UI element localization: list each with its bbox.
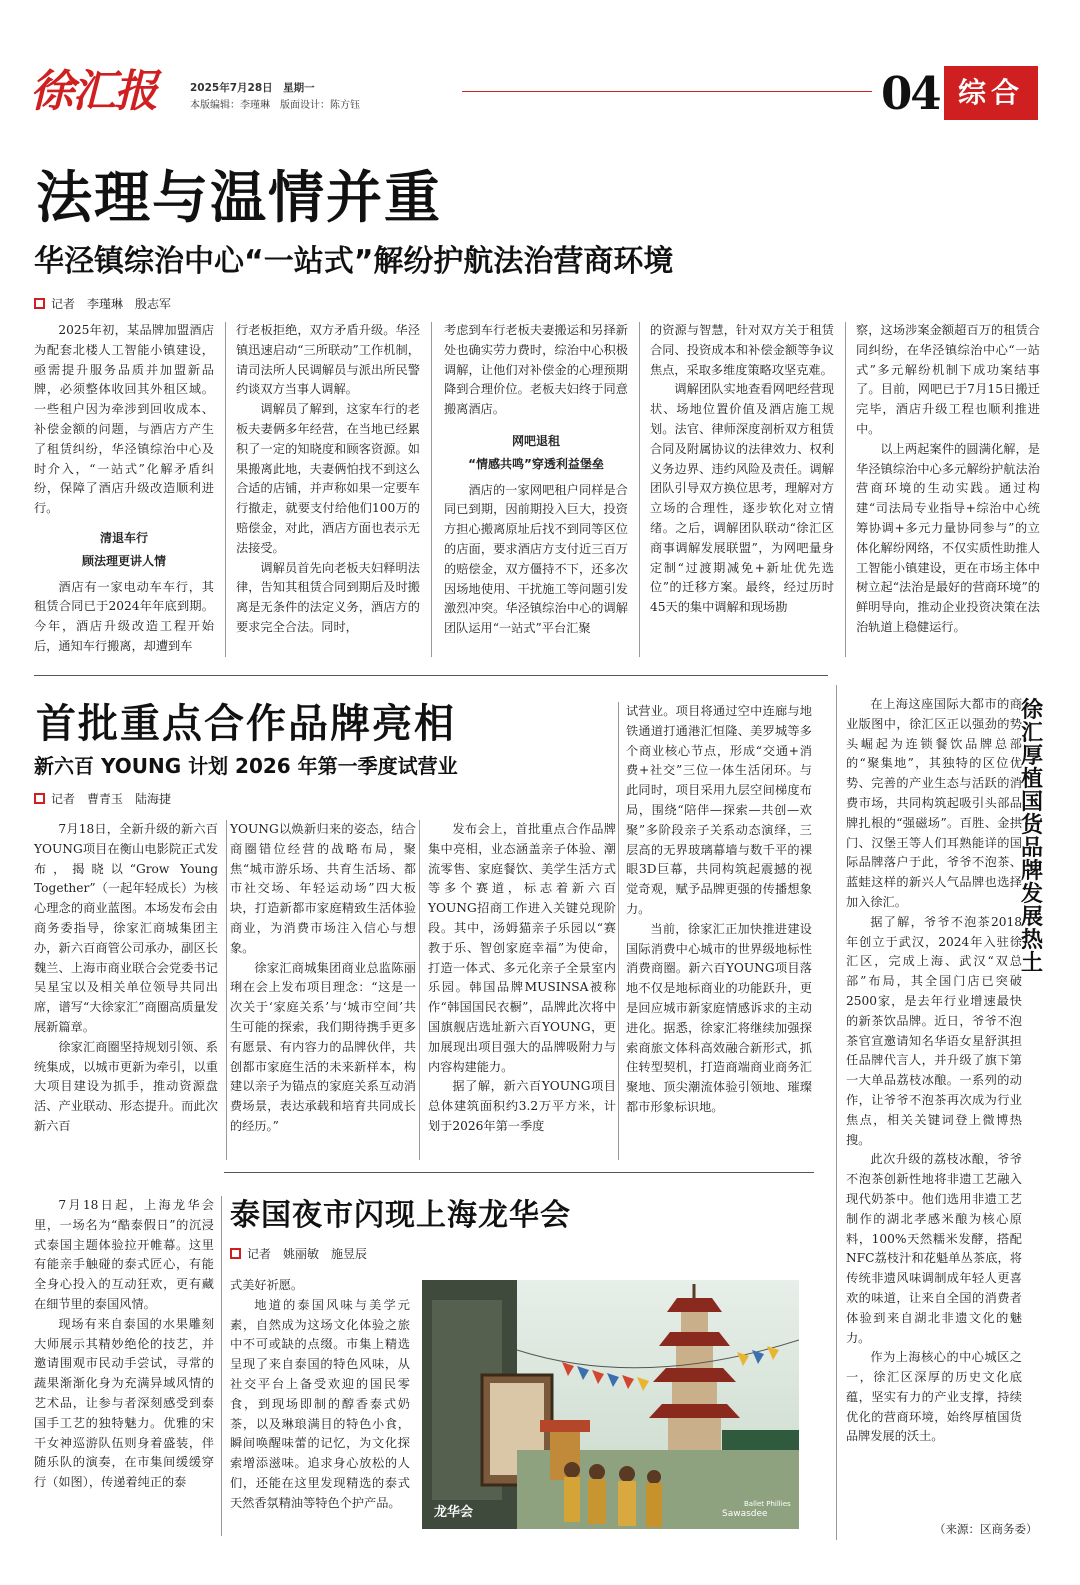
article4-headline: 泰国夜市闪现上海龙华会 (230, 1198, 571, 1233)
column-divider (221, 1196, 222, 1536)
photo-logo-left: 龙华会 (434, 1505, 474, 1520)
column-divider (226, 820, 227, 1160)
column-divider (836, 685, 837, 1540)
article2-headline: 首批重点合作品牌亮相 (36, 700, 456, 747)
byline-square-icon (34, 298, 45, 309)
article1-headline: 法理与温情并重 (36, 165, 442, 231)
article1-subheadline: 华泾镇综治中心“一站式”解纷护航法治营商环境 (34, 244, 674, 279)
column-divider (431, 322, 432, 657)
article3-column: 在上海这座国际大都市的商业版图中，徐汇区正以强劲的势头崛起为连锁餐饮品牌总部的“聚集地”，其独特的区位优势、完善的产业生态与活跃的消费市场，共同构筑起吸引头部品牌扎根的“强磁场”。百胜、金拱门、汉堡王等人们耳熟能详的国际品牌落户于此，爷爷不泡茶、蓝蛙这样的新兴人气品牌也选择加入徐汇。 据了解，爷爷不泡茶2018年创立于武汉，2024年入驻徐汇区，完成上海、武汉“双总部”布局，其全国门店已突破2500家，是去年行业增速最快的新茶饮品牌。近日，爷爷不泡茶官宣邀请知名华语女星舒淇担任品牌代言人，并升级了旗下第一大单品荔枝冰酿。一系列的动作，让爷爷不泡茶再次成为行业焦点，相关关键词登上微博热搜。 此次升级的荔枝冰酿，爷爷不泡茶创新性地将非遗工艺融入现代奶茶中。他们选用非遗工艺制作的湖北孝感米酿为核心原料，100%天然糯米发酵，搭配NFC荔枝汁和花魁单丛茶底，将传统非遗风味调制成年轻人更喜欢的味道，让来自全国的消费者体验到来自湖北非遗文化的魅力。 作为上海核心的中心城区之一，徐汇区深厚的历史文化底蕴，坚实有力的产业支撑，持续优化的营商环境，始终厚植国货品牌发展的沃土。 (846, 697, 1022, 1444)
article2-column-3: 发布会上，首批重点合作品牌集中亮相，业态涵盖亲子体验、潮流零售、家庭餐饮、美学生活方式等多个赛道，标志着新六百YOUNG招商工作进入关键兑现阶段。其中，汤姆猫亲子乐园以“赛教于乐、智创家庭幸福”为使命，打造一体式、多元化亲子全景室内乐园。韩国品牌MUSINSA被称作“韩国国民衣橱”，品牌此次将中国旗舰店选址新六百YOUNG，更加展现出项目强大的品牌吸附力与内容构建能力。 据了解，新六百YOUNG项目总体建筑面积约3.2万平方米，计划于2026年第一季度 (428, 822, 616, 1133)
section-rule (224, 1172, 814, 1173)
photo-logo-right: Ballet Phillies (744, 1500, 791, 1508)
article1-column-3: 考虑到车行老板夫妻搬运和另择新处也确实劳力费时，综治中心积极调解，让他们对补偿金的心理预期降到合理价位。老板夫妇终于同意搬离酒店。 网吧退租 “情感共鸣”穿透利益堡垒 酒店的一家网吧租户同样是合同已到期，因前期投入巨大，投资方担心搬离原址后找不到同等区位的店面，要求酒店方支付近三百万的赔偿金，双方僵持不下，还多次因场地使用、干扰施工等问题引发激烈冲突。华泾镇综治中心的调解团队运用“一站式”平台汇聚 (444, 323, 628, 636)
photo-illustration (422, 1280, 799, 1529)
article1-column-4: 的资源与智慧，针对双方关于租赁合同、投资成本和补偿金额等争议焦点，采取多维度策略攻坚克难。 调解团队实地查看网吧经营现状、场地位置价值及酒店施工规划。法官、律师深度剖析双方租赁合同及附属协议的法律效力、权利义务边界、违约风险及责任。调解团队引导双方换位思考，理解对方立场的合理性，逐步软化对立情绪。之后，调解团队联动“徐汇区商事调解发展联盟”，为网吧量身定制“过渡期减免+新址优先选位”的迁移方案。最终，经过历时45天的集中调解和现场勘 (650, 323, 834, 615)
editor-line: 本版编辑：李瑾琳 版面设计：陈方钰 (190, 100, 360, 111)
article2-byline: 记者 曹青玉 陆海捷 (34, 790, 171, 807)
column-divider (639, 322, 640, 657)
column-divider (845, 322, 846, 657)
article1-byline: 记者 李瑾琳 殷志军 (34, 295, 171, 312)
section-rule (34, 675, 828, 676)
column-divider (225, 322, 226, 657)
article1-column-2: 行老板拒绝，双方矛盾升级。华泾镇迅速启动“三所联动”工作机制，请司法所人民调解员与派出所民警约谈双方当事人调解。 调解员了解到，这家车行的老板夫妻俩多年经营，在当地已经累积了一定的知晓度和顾客资源。如果搬离此地，夫妻俩怕找不到这么合适的店铺，并声称如果一定要车行撤走，就要支付给他们100万的赔偿金，对此，酒店方面也表示无法接受。 调解员首先向老板夫妇释明法律，告知其租赁合同到期后及时搬离是无条件的法定义务，酒店方的要求完全合法。同时， (236, 323, 420, 634)
article3-source: （来源：区商务委） (934, 1522, 1038, 1536)
masthead-rule (462, 91, 872, 92)
byline-square-icon (34, 793, 45, 804)
article4-column-1: 7月18日起，上海龙华会里，一场名为“酷泰假日”的沉浸式泰国主题体验拉开帷幕。这里有能亲手触碰的泰式匠心，有能全身心投入的互动狂欢，更有藏在细节里的泰国风情。 现场有来自泰国的水果雕刻大师展示其精妙绝伦的技艺，并邀请围观市民动手尝试，寻常的蔬果渐渐化身为充满异域风情的艺术品，让参与者深刻感受到泰国手工艺的独特魅力。优雅的宋干女神巡游队伍则身着盛装，伴随乐队的演奏，在市集间缓缓穿行（如图），传递着纯正的泰 (34, 1198, 214, 1490)
article2-column-1: 7月18日，全新升级的新六百YOUNG项目在衡山电影院正式发布，揭晓以“Grow Young Together”（一起年轻成长）为核心理念的商业蓝图。本场发布会由商务委指导，徐家汇商城集团主办，新六百商管公司承办，副区长魏兰、上海市商业联合会党委书记吴星宝以及相关单位领导共同出席，谱写“大徐家汇”商圈高质量发展新篇章。 徐家汇商圈坚持规划引领、系统集成，以城市更新为牵引，以重大项目建设为抓手，推动资源盘活、产业联动、形态提升。而此次新六百 (34, 822, 218, 1133)
newspaper-logo: 徐汇报 (30, 66, 156, 117)
article1-column-5: 察，这场涉案金额超百万的租赁合同纠纷，在华泾镇综治中心“一站式”多元解纷机制下成功案结事了。目前，网吧已于7月15日搬迁完毕，酒店升级工程也顺利推进中。 以上两起案件的圆满化解，是华泾镇综治中心多元解纷护航法治营商环境的生动实践。通过构建“司法局专业指导+综治中心统筹协调+多元力量协同参与”的立体化解纷网络，不仅实质性助推人工智能小镇建设，更在市场主体中树立起“法治是最好的营商环境”的鲜明导向，推动企业投资决策在法治轨道上稳健运行。 (856, 323, 1040, 634)
column-divider (618, 702, 619, 1160)
photo-logo-mid: Sawasdee (722, 1509, 768, 1519)
article4-byline: 记者 姚丽敏 施昱辰 (230, 1245, 367, 1262)
article4-column-2: 式美好祈愿。 地道的泰国风味与美学元素，自然成为这场文化体验之旅中不可或缺的点缀。市集上精选呈现了来自泰国的特色风味，从社交平台上备受欢迎的国民零食，到现场即制的醇香泰式奶茶，以及琳琅满目的特色小食，瞬间唤醒味蕾的记忆，为文化探索增添滋味。追求身心放松的人们，还能在这里发现精选的泰式天然香氛精油等特色个护产品。 (230, 1278, 410, 1510)
article3-vertical-title: 徐汇厚植国货品牌发展热土 (1020, 697, 1043, 976)
byline-square-icon (230, 1248, 241, 1259)
section-label: 综合 (944, 66, 1038, 120)
article2-subheadline: 新六百 YOUNG 计划 2026 年第一季度试营业 (34, 754, 458, 778)
thai-festival-photo (422, 1280, 799, 1529)
article2-column-2: YOUNG以焕新归来的姿态，结合商圈错位经营的战略布局，聚焦“城市游乐场、共育生活场、都市社交场、年轻运动场”四大板块，打造新都市家庭精致生活体验商业，为消费市场注入信心与想象。 徐家汇商城集团商业总监陈丽琍在会上发布项目理念：“这是一次关于‘家庭关系’与‘城市空间’共生可能的探索，我们期待携手更多有愿景、有内容力的品牌伙伴，共创都市家庭生活的未来新样本，构建以亲子为锚点的家庭关系互动消费场景，表达承载和培育共同成长的经历。” (230, 822, 416, 1133)
article1-column-1: 2025年初，某品牌加盟酒店为配套北楼人工智能小镇建设，亟需提升服务品质并加盟新品牌，必须整体收回其外租区域。一些租户因为牵涉到回收成本、补偿金额的问题，与酒店方产生了租赁纠纷，华泾镇综治中心及时介入，“一站式”化解矛盾纠纷，保障了酒店升级改造顺利进行。 清退车行 顾法理更讲人情 酒店有一家电动车车行，其租赁合同已于2024年年底到期。今年，酒店升级改造工程开始后，通知车行搬离，却遭到车 (34, 323, 214, 653)
date-line: 2025年7月28日 星期一 (190, 82, 315, 94)
page-number: 04 (881, 67, 940, 120)
article2-column-4: 试营业。项目将通过空中连廊与地铁通道打通港汇恒隆、美罗城等多个商业核心节点，形成“交通+消费+社交”三位一体生活闭环。与此同时，项目采用九层空间梯度布局，围绕“陪伴—探索—共创—欢聚”多阶段亲子关系动态演绎，三层高的无界玻璃幕墙与数千平的裸眼3D巨幕，共同构筑起震撼的视觉奇观，赋予品牌更强的传播想象力。 当前，徐家汇正加快推进建设国际消费中心城市的世界级地标性消费商圈。新六百YOUNG项目落地不仅是地标商业的功能跃升，更是回应城市新家庭情感诉求的主动进化。据悉，徐家汇将继续加强探索商旅文体科高效融合新形式，抓住转型契机，打造商端商业商务汇聚地、顶尖潮流体验引领地、璀璨都市形象标识地。 (626, 704, 812, 1114)
column-divider (419, 820, 420, 1160)
